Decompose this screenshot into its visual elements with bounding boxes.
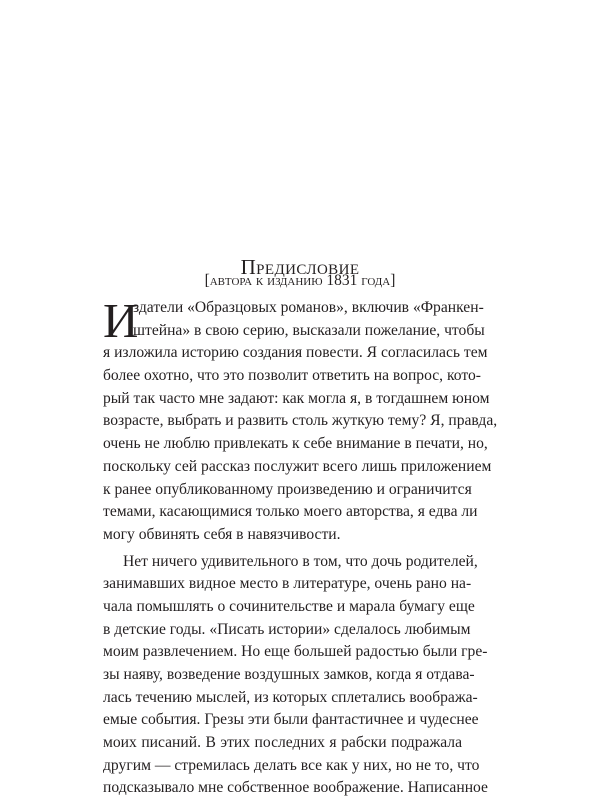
text-line: очень не люблю привлекать к себе внимание в печати, но,: [103, 435, 488, 453]
drop-cap: И: [103, 293, 139, 348]
text-line: темами, касающимися только моего авторства, я едва ли: [103, 503, 478, 521]
text-line: емые события. Грезы эти были фантастичнее и чудеснее: [103, 711, 479, 729]
text-line: подсказывало мне собственное воображение. Написанное: [103, 779, 488, 797]
body-text: [103, 293, 498, 800]
text-line: поскольку сей рассказ послужит всего лишь приложением: [103, 457, 492, 475]
text-line: зы наяву, возведение воздушных замков, когда я отдава-: [103, 666, 475, 683]
page-subtitle: [автора к изданию 1831 года]: [204, 272, 396, 289]
text-line: к ранее опубликованному произведению и ограничится: [103, 480, 472, 498]
text-line: чала помышлять о сочинительстве и марала бумагу еще: [103, 597, 475, 615]
text-line: могу обвинять себя в навязчивости.: [103, 525, 341, 543]
text-line: Нет ничего удивительного в том, что дочь родителей,: [123, 552, 478, 570]
text-line: рый так часто мне задают: как могла я, в тогдашнем юном: [103, 389, 490, 407]
text-line: занимавших видное место в литературе, очень рано на-: [103, 575, 472, 593]
text-line: другим — стремилась делать все как у них, но не то, что: [103, 756, 480, 774]
text-line: лась течению мыслей, из которых сплетались вообража-: [103, 688, 478, 706]
text-line: моих писаний. В этих последних я рабски подражала: [103, 734, 462, 752]
text-line: возрасте, выбрать и развить столь жуткую тему? Я, правда,: [103, 412, 498, 430]
text-line: я изложила историю создания повести. Я согласилась тем: [103, 344, 488, 362]
page-title: Предисловие: [240, 255, 360, 279]
text-line: моим развлечением. Но еще большей радостью были гре-: [103, 643, 488, 661]
text-line: штейна» в свою серию, высказали пожелание, чтобы: [133, 321, 485, 339]
text-line: здатели «Образцовых романов», включив «Франкен-: [133, 299, 484, 316]
text-line: в детские годы. «Писать истории» сделалось любимым: [103, 620, 471, 638]
text-line: более охотно, что это позволит ответить на вопрос, кото-: [103, 367, 481, 385]
